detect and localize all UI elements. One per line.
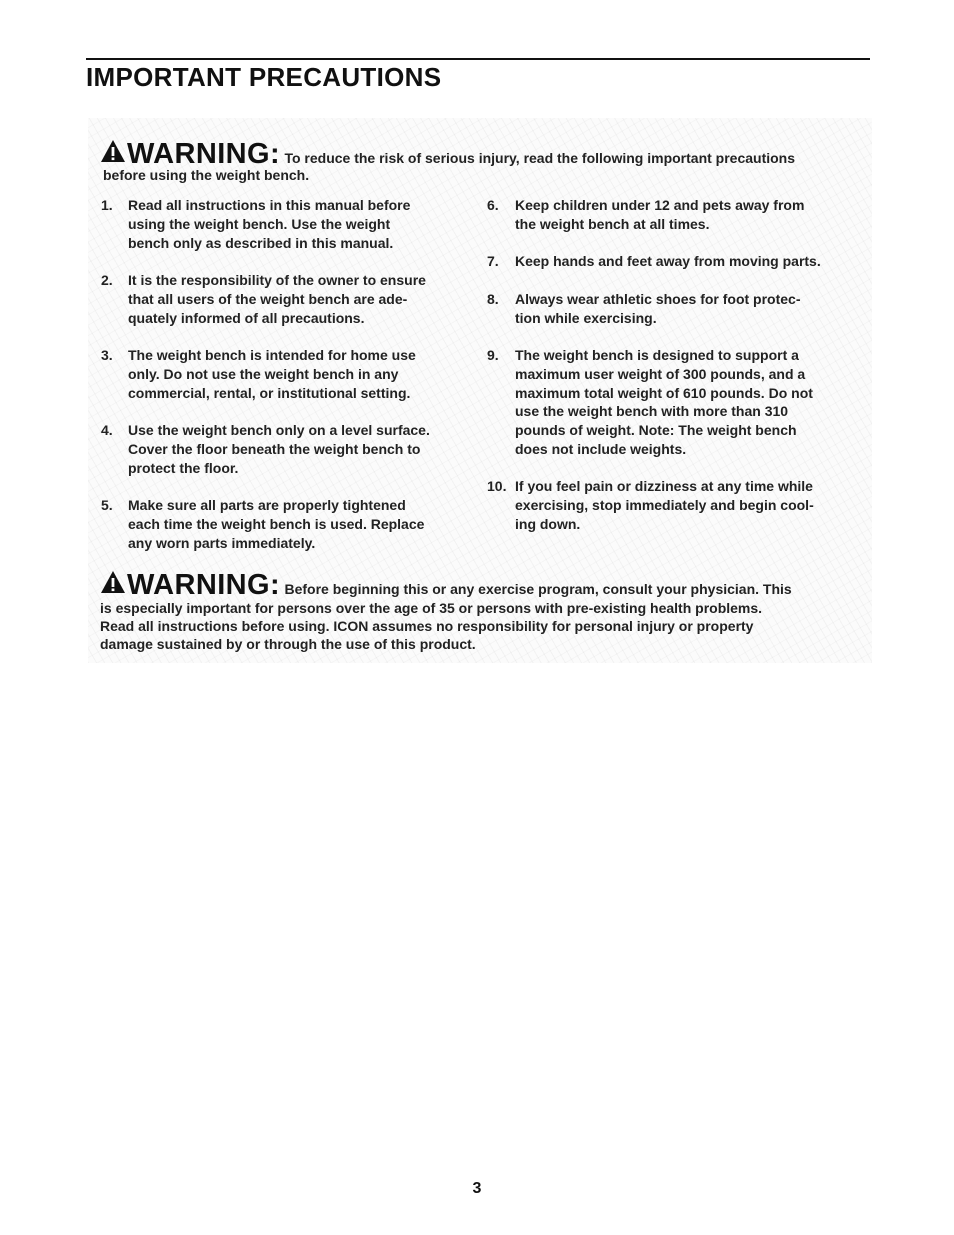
item-number: 7. — [487, 253, 499, 269]
item-number: 9. — [487, 347, 499, 363]
item-text-line: Keep children under 12 and pets away from — [515, 197, 805, 213]
item-text-line: the weight bench at all times. — [515, 215, 710, 232]
warning-label: WARNING: — [127, 569, 281, 601]
item-text-line: Always wear athletic shoes for foot protec- — [515, 291, 801, 307]
precaution-item — [487, 196, 805, 234]
warning-text-line: damage sustained by or through the use of this product. — [100, 636, 476, 652]
item-number: 3. — [101, 347, 113, 363]
item-text-line: Use the weight bench only on a level surface. — [128, 422, 430, 438]
warning-lead-text: Before beginning this or any exercise program, consult your physician. This — [284, 581, 792, 597]
item-text-line: commercial, rental, or institutional setting. — [128, 384, 411, 401]
page-number: 3 — [472, 1180, 482, 1197]
item-text-line: only. Do not use the weight bench in any — [128, 365, 399, 382]
item-text-line: quately informed of all precautions. — [128, 309, 365, 326]
precaution-item — [101, 196, 411, 252]
item-text-line: use the weight bench with more than 310 — [515, 403, 789, 420]
item-text-line: Read all instructions in this manual before — [128, 197, 411, 213]
item-text-line: Keep hands and feet away from moving parts. — [515, 253, 821, 269]
item-text-line: The weight bench is designed to support a — [515, 347, 799, 363]
item-text-line: that all users of the weight bench are ade- — [128, 290, 408, 307]
warning-label: WARNING: — [127, 138, 281, 170]
top-rule — [86, 58, 870, 60]
item-number: 6. — [487, 197, 499, 213]
item-number: 5. — [101, 497, 113, 513]
item-text-line: Cover the floor beneath the weight bench to — [128, 440, 421, 457]
precaution-item — [101, 421, 430, 477]
precaution-item — [487, 290, 801, 328]
item-text-line: any worn parts immediately. — [128, 534, 316, 551]
item-text-line: protect the floor. — [128, 459, 239, 476]
item-number: 8. — [487, 291, 499, 307]
item-text-line: bench only as described in this manual. — [128, 234, 394, 251]
precaution-item — [101, 496, 425, 552]
item-text-line: maximum user weight of 300 pounds, and a — [515, 365, 806, 382]
warning-text-line: Read all instructions before using. ICON assumes no responsibility for personal injury or property — [100, 618, 754, 634]
precaution-item — [101, 271, 426, 327]
warning-lead-text: To reduce the risk of serious injury, read the following important precautions — [284, 150, 796, 166]
item-number: 2. — [101, 272, 113, 288]
item-text-line: does not include weights. — [515, 440, 687, 457]
item-number: 4. — [101, 422, 113, 438]
item-text-line: using the weight bench. Use the weight — [128, 215, 391, 232]
warning-triangle-icon — [100, 139, 126, 167]
item-text-line: It is the responsibility of the owner to ensure — [128, 272, 426, 288]
item-number: 1. — [101, 197, 113, 213]
item-text-line: each time the weight bench is used. Replace — [128, 515, 425, 532]
precaution-item — [101, 346, 416, 402]
item-number: 10. — [487, 478, 507, 494]
item-text-line: If you feel pain or dizziness at any time while — [515, 478, 813, 494]
precaution-item — [487, 252, 821, 271]
warning-heading-1 — [100, 139, 795, 169]
item-text-line: tion while exercising. — [515, 309, 657, 326]
item-text-line: pounds of weight. Note: The weight bench — [515, 422, 797, 439]
item-text-line: Make sure all parts are properly tightened — [128, 497, 406, 513]
warning-heading-2 — [100, 570, 792, 600]
precaution-item — [487, 477, 814, 533]
warning-text-line: before using the weight bench. — [103, 167, 310, 183]
page-title: IMPORTANT PRECAUTIONS — [86, 62, 442, 92]
item-text-line: exercising, stop immediately and begin cool- — [515, 496, 814, 513]
warning-triangle-icon — [100, 570, 126, 598]
item-text-line: ing down. — [515, 515, 581, 532]
item-text-line: The weight bench is intended for home use — [128, 347, 416, 363]
item-text-line: maximum total weight of 610 pounds. Do not — [515, 384, 813, 401]
precaution-item — [487, 346, 813, 459]
warning-text-line: is especially important for persons over the age of 35 or persons with pre-existing health problems. — [100, 600, 763, 616]
